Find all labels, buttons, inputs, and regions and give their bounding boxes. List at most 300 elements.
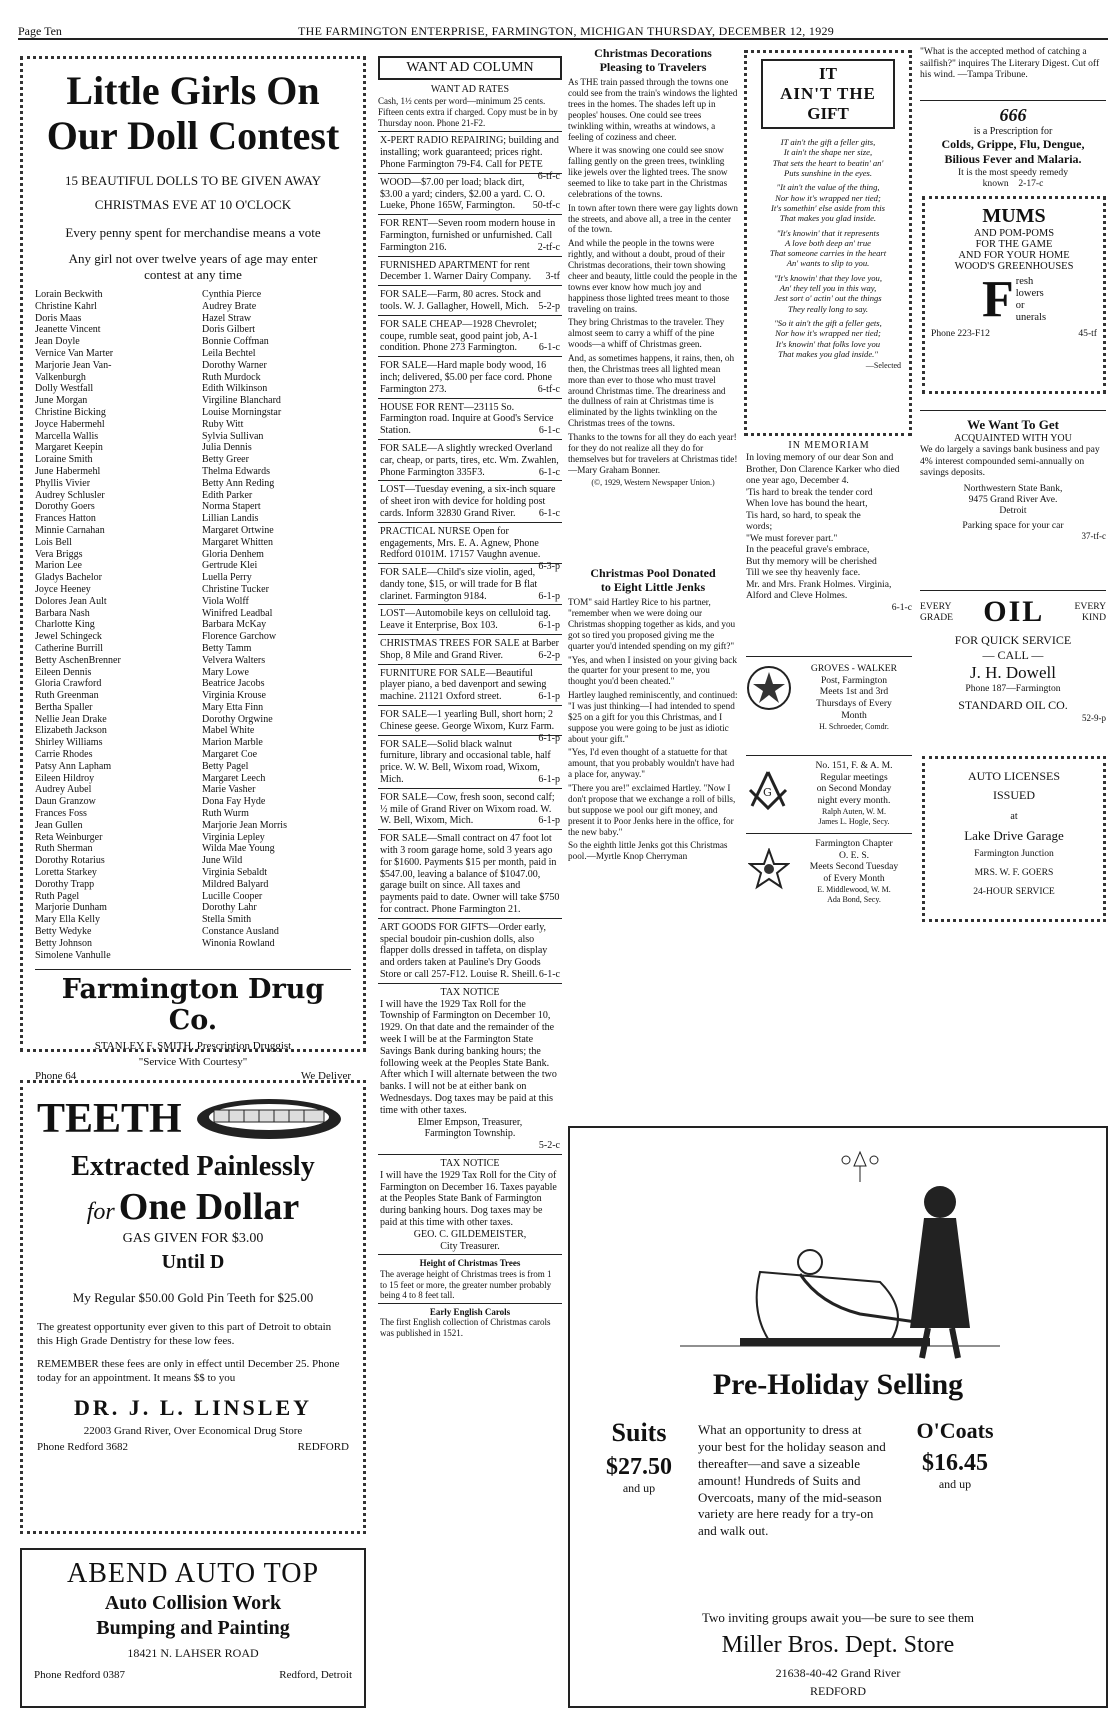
- contestant-name: Simolene Vanhulle: [35, 949, 111, 961]
- doll-line-3: contest at any time: [144, 267, 242, 282]
- abend-address: 18421 N. LAHSER ROAD: [127, 1646, 259, 1660]
- oes-line-2: Meets Second Tuesday: [809, 861, 899, 873]
- mums-phone: Phone 223-F12: [931, 328, 990, 339]
- poem-line: It's somethin' else aside from this: [771, 202, 885, 213]
- classified-ad-text: FOR SALE—Small contract on 47 foot lot with 3 room garage home, sold 3 years ago for $1600. Payments $15 per month, paid in $547.00, leaving a balance of $1047.00, garage built on since. All taxes and payments paid to date. Owner will take $750 for contract. Phone Farmington 21.: [380, 833, 560, 916]
- bank-title: We Want To Get: [967, 417, 1059, 432]
- contestant-name: Shirley Williams: [35, 737, 103, 749]
- contestant-name: Ruth Wurm: [202, 808, 249, 820]
- contestant-name: Mabel White: [202, 725, 255, 737]
- six66-title: 666: [999, 105, 1027, 125]
- suits-price: $27.50: [606, 1454, 672, 1480]
- tree-title: Height of Christmas Trees: [419, 1258, 521, 1269]
- pool-title: Christmas Pool Donated: [590, 566, 716, 580]
- xmas-subtitle: Pleasing to Travelers: [599, 60, 707, 75]
- tax-1-title: TAX NOTICE: [440, 986, 500, 998]
- verse-line: words;: [746, 521, 773, 532]
- six66-line-4: It is the most speedy remedy: [957, 167, 1069, 178]
- tree-body: The average height of Christmas trees is from 1 to 15 feet or more, the greater number probably being 4 to 8 feet tall.: [380, 1268, 552, 1301]
- contestant-name: Marion Lee: [35, 560, 82, 572]
- contestant-column-left: [35, 289, 184, 961]
- contestant-name: Margaret Keepin: [35, 442, 103, 454]
- masonic-lodge: [746, 760, 912, 834]
- bank-parking: Parking space for your car: [962, 519, 1064, 531]
- poem-line: Puts sunshine in the eyes.: [783, 167, 873, 178]
- classified-ad-text: FOR SALE CHEAP—1928 Chevrolet; coupe, rumble seat, good paint job, A-1 condition. Phone 273 Farmington.: [380, 318, 539, 354]
- poem-line: That makes you glad inside.: [779, 213, 877, 224]
- fam-sign-1: Ralph Auten, W. M.: [821, 806, 886, 816]
- contestant-name: Margaret Coe: [202, 749, 258, 761]
- classified-ad-ref: 6-1-c: [538, 425, 560, 437]
- contestant-name: Virgiline Blanchard: [202, 395, 281, 407]
- contestant-name: Gladys Bachelor: [35, 572, 102, 584]
- verse-line: 'Tis hard to break the tender cord: [746, 486, 873, 498]
- pool-story: [568, 566, 738, 1114]
- oes-chapter: [746, 838, 912, 928]
- mums-line-2: FOR THE GAME: [975, 239, 1053, 250]
- contestant-name: Jewel Schingeck: [35, 631, 102, 643]
- gw-line-2: Meets 1st and 3rd: [819, 686, 889, 698]
- fam-line-3: night every month.: [817, 795, 891, 807]
- six66-line-1: is a Prescription for: [973, 126, 1053, 137]
- teeth-title: TEETH: [37, 1096, 182, 1142]
- gift-title-2: AIN'T THE: [780, 84, 876, 103]
- contestant-name: Lois Bell: [35, 536, 72, 548]
- tax-2-sign-2: City Treasurer.: [440, 1240, 500, 1252]
- poem-line: "It ain't the value of the thing,: [776, 182, 880, 193]
- poem-line: It's knowin' that folks love you: [775, 338, 881, 349]
- doll-sub-1: 15 BEAUTIFUL DOLLS TO BE GIVEN AWAY: [64, 173, 322, 188]
- classified-ad-ref: 6-1-p: [538, 774, 560, 786]
- bank-city: Detroit: [999, 504, 1027, 516]
- contestant-name: Betty AschenBrenner: [35, 654, 121, 666]
- xmas-decorations-story: [568, 46, 738, 556]
- doll-line-1: Every penny spent for merchandise means a vote: [65, 225, 321, 240]
- contestant-name: Edith Parker: [202, 489, 253, 501]
- classified-ad-text: FURNISHED APARTMENT for rent December 1. Warner Dairy Company.: [380, 259, 532, 283]
- gw-line-1: Post, Farmington: [820, 674, 888, 686]
- mums-line-4: WOOD'S GREENHOUSES: [954, 261, 1074, 272]
- gift-poem-box: [744, 50, 912, 436]
- classified-ad: [378, 481, 562, 522]
- contestant-name: Mary Lowe: [202, 666, 249, 678]
- classified-ad-ref: 5-2-p: [538, 300, 560, 312]
- tree-height-item: [378, 1255, 562, 1303]
- contestant-name: Vernice Van Marter: [35, 347, 114, 359]
- poem-line: Nor how it's wrapped ner tied;: [775, 192, 881, 203]
- oes-line-3: of Every Month: [823, 873, 885, 885]
- classified-ad: [378, 605, 562, 635]
- teeth-doctor: DR. J. L. LINSLEY: [73, 1395, 313, 1421]
- classified-ad-text: FOR SALE—Cow, fresh soon, second calf; ½ mile of Grand River on Wixom road. W. W. Bell, Wixom, Mich.: [380, 791, 555, 827]
- tax-1-sign-2: Farmington Township.: [424, 1128, 516, 1140]
- verse-line: When love has bound the heart,: [746, 498, 868, 509]
- classified-ad-ref: 3-tf: [545, 271, 560, 283]
- contestant-name: Leila Bechtel: [202, 347, 256, 359]
- mums-big-f: F: [981, 271, 1014, 328]
- contestant-name: Luella Perry: [202, 572, 252, 584]
- contestant-name: Valkenburgh: [35, 371, 86, 383]
- classified-ad-ref: 6-tf-c: [537, 383, 560, 395]
- drug-phone: Phone 64: [35, 1070, 77, 1083]
- teeth-address: 22003 Grand River, Over Economical Drug Store: [83, 1425, 303, 1438]
- tax-1-ref: 5-2-c: [538, 1140, 560, 1152]
- contestant-name: Mildred Balyard: [202, 878, 269, 890]
- oil-grade: GRADE: [920, 612, 954, 623]
- contestant-name: June Wild: [202, 855, 243, 867]
- classified-ad: [378, 215, 562, 256]
- tax-2-sign-1: GEO. C. GILDEMEISTER,: [413, 1228, 527, 1240]
- oil-name: J. H. Dowell: [970, 663, 1056, 682]
- oes-sign-1: E. Middlewood, W. M.: [817, 884, 891, 894]
- verse-line: "We must forever part.": [746, 532, 838, 544]
- contestant-name: Virginia Sebaldt: [202, 867, 268, 879]
- contestant-name: Frances Hatton: [35, 513, 96, 525]
- miller-store: Miller Bros. Dept. Store: [721, 1632, 955, 1658]
- contestant-name: Eileen Dennis: [35, 666, 92, 678]
- teeth-ad: [20, 1080, 366, 1534]
- lic-town: Farmington Junction: [974, 848, 1054, 859]
- classified-ad-ref: 6-1-p: [538, 590, 560, 602]
- druggist: STANLEY F. SMITH, Prescription Druggist: [94, 1040, 292, 1053]
- classified-ad: [378, 736, 562, 789]
- teeth-until: Until D: [161, 1251, 225, 1273]
- contestant-name: Dorothy Lahr: [202, 902, 257, 914]
- gw-line-3: Thursdays of Every: [816, 698, 892, 710]
- pool-body-1: TOM" said Hartley Rice to his partner, "remember when we were doing our Christmas shopping together as kids, and you got so tired you proposed giving me the quarter you'd intended spending on my gift?": [568, 597, 736, 651]
- classified-ad-ref: 6-1-p: [538, 620, 560, 632]
- bank-ad: [920, 410, 1106, 582]
- contestant-name: Christine Bicking: [35, 406, 106, 418]
- oil-call: — CALL —: [982, 648, 1044, 662]
- contestant-name: Phyllis Vivier: [35, 477, 91, 489]
- contestant-name: Betty Pagel: [202, 760, 249, 772]
- classified-ad: [378, 399, 562, 440]
- miller-invite: Two inviting groups await you—be sure to see them: [701, 1610, 975, 1625]
- classified-ad: [378, 635, 562, 665]
- classified-ad-text: FOR SALE—A slightly wrecked Overland car, cheap, or parts, tires, etc. Wm. Zwahlen, Phone Farmington 335F3.: [380, 442, 559, 478]
- lic-title-2: ISSUED: [992, 788, 1035, 802]
- contestant-name: Betty Johnson: [35, 937, 92, 949]
- contestant-name: Ruth Murdock: [202, 371, 261, 383]
- oil-ad: [920, 590, 1106, 742]
- contestant-name: Sylvia Sullivan: [202, 430, 264, 442]
- groves-walker-post: [746, 656, 912, 756]
- classified-ad: [378, 665, 562, 706]
- classified-ad: [378, 523, 562, 573]
- contestant-name: Dorothy Orgwine: [202, 713, 273, 725]
- contestant-name: Ruth Sherman: [35, 843, 93, 855]
- contestant-name: Betty Ann Reding: [202, 477, 275, 489]
- xmas-title: Christmas Decorations: [594, 46, 712, 60]
- contestant-name: Beatrice Jacobs: [202, 678, 265, 690]
- want-ad-column: [378, 56, 562, 1706]
- contestant-name: Doris Gilbert: [202, 324, 256, 336]
- contestant-name: Betty Tamm: [202, 642, 252, 654]
- contestant-name: Hazel Straw: [202, 312, 252, 324]
- contestant-name: Patsy Ann Lapham: [35, 760, 112, 772]
- verse-line: Till we see thy heavenly face.: [746, 567, 861, 578]
- contestant-name: Winifred Leadbal: [202, 607, 273, 619]
- oil-kind: KIND: [1082, 612, 1106, 623]
- contestant-name: Marjorie Jean Morris: [202, 819, 287, 831]
- lic-place: Lake Drive Garage: [964, 828, 1064, 843]
- poem-line: "It's knowin' that it represents: [776, 227, 880, 238]
- contestant-name: Florence Garchow: [202, 631, 277, 643]
- gift-credit: —Selected: [865, 361, 901, 371]
- contestant-name: Barbara Nash: [35, 607, 90, 619]
- tax-notice-city: [378, 1155, 562, 1255]
- doll-contest-ad: [20, 56, 366, 1083]
- contestant-name: Marie Vasher: [202, 784, 256, 796]
- oes-line-1: O. E. S.: [838, 849, 870, 861]
- classified-ad-text: FOR SALE—Child's size violin, aged, dandy tone, $15, or will trade for B flat clarinet. Farmington 9184.: [380, 567, 538, 602]
- abend-line-2: Bumping and Painting: [96, 1617, 290, 1639]
- mums-flowers: lowers: [1015, 287, 1044, 299]
- mums-ref: 45-tf: [1078, 328, 1097, 339]
- poem-line: Nor how it's wrapped ner tied;: [775, 328, 881, 339]
- contestant-name: Audrey Brate: [202, 300, 257, 312]
- contestant-name: Winonia Rowland: [202, 937, 275, 949]
- carols-body: The first English collection of Christmas carols was published in 1521.: [380, 1317, 551, 1338]
- tax-1-body: I will have the 1929 Tax Roll for the Township of Farmington on December 10, 1929. On that date and the remainder of the week I will be at the Farmington State Savings Bank during banking hours; the following week at the Peoples State Bank. After which I will alternate between the two banks. I will not be at either bank on Wednesdays. Dog taxes may be paid at this time with other taxes.: [380, 998, 557, 1116]
- doll-headline-2: Our Doll Contest: [46, 113, 340, 158]
- abend-line-1: Auto Collision Work: [104, 1592, 282, 1614]
- poem-line: That someone carries in the heart: [769, 248, 887, 259]
- poem-line: An' wants to slip to you.: [786, 258, 870, 269]
- oes-sign-2: Ada Bond, Secy.: [827, 894, 881, 904]
- svg-text:G: G: [763, 786, 772, 799]
- classified-ad: [378, 316, 562, 357]
- contestant-name: Elizabeth Jackson: [35, 725, 107, 737]
- xmas-credit: (©, 1929, Western Newspaper Union.): [591, 478, 715, 488]
- abend-ad: [20, 1548, 366, 1708]
- classified-ad: [378, 174, 562, 215]
- pool-body-2: "Yes, and when I insisted on your giving back the quarter for your present to me, you thought you'd been cheated.": [568, 654, 737, 687]
- suits-label: Suits: [611, 1418, 667, 1447]
- classified-ad-text: FOR SALE—1 yearling Bull, short horn; 2 Chinese geese. George Wixom, Kurz Farm.: [380, 709, 555, 732]
- legion-emblem-icon: [746, 665, 792, 711]
- contestant-name: Edith Wilkinson: [202, 383, 268, 395]
- contestant-name: Norma Stapert: [202, 501, 261, 513]
- classified-ad-text: LOST—Tuesday evening, a six-inch square of sheet iron with device for holding post cards. Inform 32830 Grand River.: [380, 484, 556, 519]
- tax-2-title: TAX NOTICE: [440, 1157, 500, 1169]
- contestant-name: Marcella Wallis: [35, 430, 99, 442]
- contestant-name: Ruth Greenman: [35, 690, 99, 702]
- classified-ad-text: CHRISTMAS TREES FOR SALE at Barber Shop, 8 Mile and Grand River.: [380, 638, 559, 661]
- contestant-name: Ruth Pagel: [35, 890, 80, 902]
- tax-1-sign-1: Elmer Empson, Treasurer,: [417, 1116, 523, 1128]
- classified-ad-ref: 6-1-c: [538, 466, 560, 478]
- lic-at: at: [1010, 811, 1018, 822]
- contestant-name: Lorain Beckwith: [35, 289, 103, 300]
- mums-title: MUMS: [982, 205, 1046, 227]
- mums-funerals: unerals: [1015, 312, 1047, 324]
- verse-line: But thy memory will be cherished: [746, 555, 877, 567]
- contestant-name: Gertrude Klei: [202, 560, 258, 572]
- in-memoriam: [746, 440, 912, 650]
- contestant-name: Bonnie Coffman: [202, 336, 269, 348]
- denture-illustration: [194, 1096, 344, 1142]
- ocoats-price: $16.45: [922, 1450, 988, 1476]
- contestant-name: Gloria Crawford: [35, 678, 102, 690]
- carols-title: Early English Carols: [429, 1306, 511, 1317]
- xmas-body-1: As THE train passed through the towns one could see from the train's windows the lighted trees in the homes. The shades left up in peoples' houses. One could see trees twinkling within, wreaths at windows, a feeling of coziness and cheer.: [568, 77, 738, 142]
- xmas-body-7: Thanks to the towns for all they do each year! for they do not realize all they do for themselves but for travelers at Christmas tide!—Mary Graham Bonner.: [568, 431, 738, 475]
- six66-line-3: Bilious Fever and Malaria.: [944, 152, 1082, 166]
- oil-ref: 52-9-p: [1082, 713, 1106, 723]
- contestant-name: Louise Morningstar: [202, 406, 282, 418]
- classified-ad-ref: 6-1-c: [538, 342, 560, 354]
- carols-item: [378, 1304, 562, 1341]
- xmas-body-4: And while the people in the towns were rightly, and without a doubt, proud of their Christmas decorations, their town showing cheer and beauty, little could the people in the towns ever know how much joy and happiness those lighted trees meant to those traveling on trains.: [568, 238, 738, 314]
- contestant-name: Loretta Starkey: [35, 867, 97, 879]
- fam-sign-2: James L. Hogle, Secy.: [818, 816, 890, 826]
- teeth-one-dollar: One Dollar: [118, 1186, 300, 1228]
- classified-ad-ref: 6-3-p: [538, 561, 560, 573]
- teeth-regular: My Regular $50.00 Gold Pin Teeth for $25.00: [72, 1290, 314, 1305]
- classified-ad-text: LOST—Automobile keys on celluloid tag. Leave it Enterprise, Box 103.: [380, 608, 551, 632]
- classified-ad-ref: 50-tf-c: [532, 200, 560, 212]
- classified-ad-text: ART GOODS FOR GIFTS—Order early, special boudoir pin-cushion dolls, also flapper dolls dressed in taffeta, on display and orders taken at Pauline's Dry Goods Store or call 257-F12. Louise R. Sheill.: [380, 921, 548, 980]
- six66-line-2: Colds, Grippe, Flu, Dengue,: [941, 137, 1085, 151]
- page-header: [18, 18, 1108, 40]
- classified-ad: [378, 132, 562, 182]
- teeth-for: for: [86, 1199, 115, 1225]
- contestant-name: Jeanette Vincent: [35, 324, 101, 336]
- oes-title: Farmington Chapter: [815, 838, 893, 849]
- mums-or: or: [1015, 300, 1025, 311]
- masthead: THE FARMINGTON ENTERPRISE, FARMINGTON, MICHIGAN THURSDAY, DECEMBER 12, 1929: [298, 24, 835, 38]
- xmas-body-6: And, as sometimes happens, it rains, then, oh then, the Christmas trees all lighted mean more than ever to those who must travel around Christmas time. The dreariness and the dullness of rain at Christmas time is eliminated by the lights twinkling on the Christmas trees of the towns.: [568, 352, 735, 429]
- contestant-name: Joyce Heeney: [35, 583, 91, 595]
- oil-every-1: EVERY: [920, 601, 952, 612]
- mums-line-3: AND FOR YOUR HOME: [958, 250, 1070, 261]
- poem-line: That sets the heart to beatin' an': [772, 157, 884, 168]
- square-compass-icon: [746, 768, 790, 812]
- teeth-phone: Phone Redford 3682: [37, 1441, 129, 1454]
- bank-ref: 37-tf-c: [1081, 530, 1106, 541]
- contestant-name: Jean Doyle: [35, 336, 80, 348]
- mums-line-1: AND POM-POMS: [973, 228, 1055, 239]
- contestant-list: [35, 289, 351, 961]
- poem-line: That makes you glad inside.": [778, 348, 878, 359]
- miller-headline: Pre-Holiday Selling: [712, 1368, 964, 1401]
- classified-ad-ref: 6-tf-c: [537, 170, 560, 182]
- eastern-star-icon: [748, 848, 790, 890]
- suits-up: and up: [622, 1481, 656, 1495]
- contestant-name: Margaret Leech: [202, 772, 266, 784]
- poem-line: "It's knowin' that they love you,: [774, 272, 882, 283]
- fam-line-1: Regular meetings: [820, 771, 888, 783]
- bank-addr: 9475 Grand River Ave.: [968, 493, 1058, 505]
- contestant-name: Reta Weinburger: [35, 831, 103, 843]
- oil-phone: Phone 187—Farmington: [965, 683, 1061, 694]
- classified-ad-ref: 2-tf-c: [537, 241, 560, 253]
- poem-line: They really long to say.: [787, 303, 869, 314]
- pool-subtitle: to Eight Little Jenks: [600, 580, 706, 595]
- oil-big: OIL: [983, 595, 1045, 628]
- classified-ad: [378, 357, 562, 398]
- teeth-gas: GAS GIVEN FOR $3.00: [122, 1231, 264, 1246]
- teeth-body: The greatest opportunity ever given to this part of Detroit to obtain this High Grade Dentistry for these low fees.: [37, 1321, 332, 1348]
- contestant-name: Cynthia Pierce: [202, 289, 262, 300]
- abend-title: ABEND AUTO TOP: [66, 1558, 320, 1589]
- teeth-line-1: Extracted Painlessly: [71, 1151, 315, 1182]
- tax-2-body: I will have the 1929 Tax Roll for the City of Farmington on December 16. Taxes payable at the Peoples State Bank of Farmington during banking hours. Dog taxes may be paid at this time with other taxes.: [380, 1169, 557, 1228]
- classified-ad-ref: 6-1-c: [538, 969, 560, 980]
- contestant-name: Loraine Smith: [35, 454, 93, 466]
- contestant-name: Ruby Witt: [202, 418, 244, 430]
- oil-co: STANDARD OIL CO.: [958, 698, 1068, 712]
- contestant-name: Betty Greer: [202, 454, 249, 466]
- six66-ad: [920, 100, 1106, 192]
- contestant-name: Dona Fay Hyde: [202, 796, 266, 808]
- contestant-name: Constance Ausland: [202, 926, 279, 938]
- miller-address: 21638-40-42 Grand River: [775, 1666, 901, 1680]
- abend-city: Redford, Detroit: [279, 1669, 352, 1681]
- miller-bros-ad: [568, 1126, 1108, 1708]
- classified-ad-text: FOR SALE—Hard maple body wood, 16 inch; delivered, $5.00 per face cord. Phone Farmington 273.: [380, 360, 552, 395]
- classified-ad-ref: 6-1-p: [538, 691, 560, 703]
- poem-line: It ain't the shape ner size,: [783, 147, 873, 158]
- contestant-name: Eileen Hildroy: [35, 772, 95, 784]
- classified-ad: [378, 789, 562, 830]
- doll-line-2: Any girl not over twelve years of age may enter: [68, 251, 318, 266]
- contestant-name: Margaret Ortwine: [202, 524, 274, 536]
- memoriam-ref: 6-1-c: [891, 601, 912, 613]
- sailfish-item: "What is the accepted method of catching a sailfish?" inquires The Literary Digest. Cut off his wind. —Tampa Tribune.: [920, 46, 1100, 80]
- memoriam-verse: [746, 487, 912, 579]
- contestant-name: Gloria Denhem: [202, 548, 264, 560]
- contestant-name: Margaret Whitten: [202, 536, 273, 548]
- six66-ref: 2-17-c: [1018, 178, 1044, 189]
- contestant-name: Catherine Burrill: [35, 642, 104, 654]
- lic-title-1: AUTO LICENSES: [967, 769, 1061, 783]
- classified-ad: [378, 564, 562, 605]
- contestant-name: Marion Marble: [202, 737, 263, 749]
- memoriam-body: In loving memory of our dear Son and Brother, Don Clarence Karker who died one year ago, December 4.: [746, 452, 900, 486]
- drug-deliver: We Deliver: [300, 1070, 351, 1083]
- gentleman-illustration: [640, 1142, 1040, 1362]
- classified-ad-text: FOR SALE—Farm, 80 acres. Stock and tools. W. J. Gallagher, Howell, Mich.: [380, 289, 541, 312]
- contestant-name: Christine Tucker: [202, 583, 269, 595]
- classified-ad-ref: 6-2-p: [538, 649, 560, 661]
- contestant-name: Thelma Edwards: [202, 465, 271, 477]
- ocoats-up: and up: [938, 1477, 972, 1491]
- contestant-name: Doris Maas: [35, 312, 82, 324]
- classified-ad: [378, 706, 562, 744]
- contestant-name: June Habermehl: [35, 465, 101, 477]
- doll-headline-1: Little Girls On: [66, 68, 320, 113]
- contestant-name: Viola Wolff: [202, 595, 249, 607]
- contestant-name: Julia Dennis: [202, 442, 252, 454]
- contestant-name: Dorothy Trapp: [35, 878, 95, 890]
- poem-line: "So it ain't the gift a feller gets,: [774, 318, 882, 328]
- classified-ad: [378, 257, 562, 287]
- classified-ad: [378, 830, 562, 919]
- classified-ad-text: WOOD—$7.00 per load; black dirt, $3.00 a yard; cinders, $2.00 a yard. C. O. Lueke, Phone 165W, Farmington.: [380, 176, 545, 212]
- contestant-name: Virginia Krouse: [202, 690, 266, 702]
- contestant-name: Virginia Lepley: [202, 831, 265, 843]
- bank-body: We do largely a savings bank business and pay 4% interest compounded semi-annually on savings deposits.: [920, 444, 1100, 478]
- contestant-name: Mary Etta Finn: [202, 701, 264, 713]
- lic-mrs: MRS. W. F. GOERS: [974, 867, 1054, 878]
- page-number: Page Ten: [18, 24, 62, 38]
- contestant-name: June Morgan: [35, 395, 88, 407]
- ocoats-label: O'Coats: [916, 1418, 994, 1443]
- want-ad-title: WANT AD COLUMN: [378, 56, 562, 80]
